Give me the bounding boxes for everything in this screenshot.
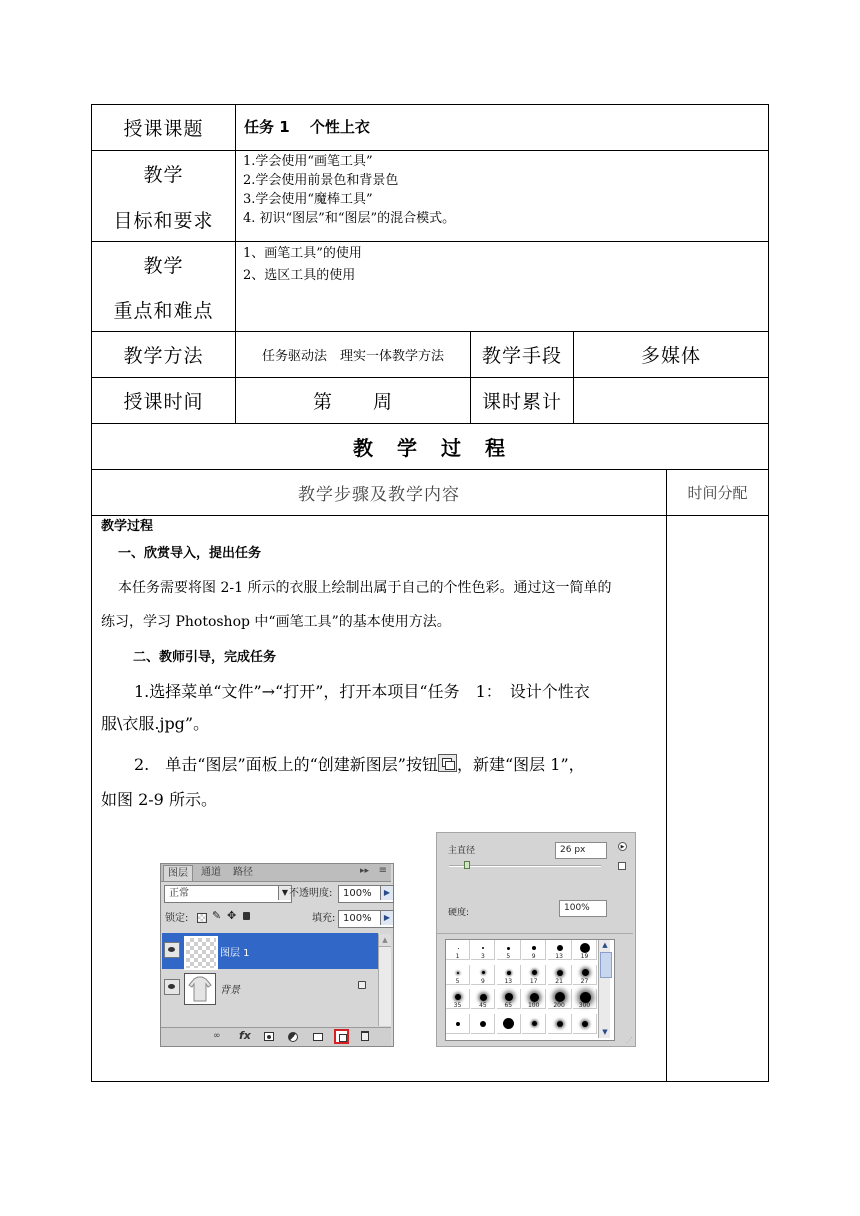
time-value: 第 周 [312, 391, 393, 413]
brush-scrollbar[interactable]: ▲ ▼ [598, 940, 610, 1038]
para1-line2: 练习，学习 Photoshop 中“画笔工具”的基本使用方法。 [101, 614, 451, 630]
diameter-slider[interactable] [449, 865, 601, 867]
means-label: 教学手段 [481, 345, 562, 367]
goal-label-1: 教学 [143, 163, 184, 186]
brush-tip-icon [457, 972, 459, 974]
brush-tip-icon [582, 969, 589, 976]
fill-input[interactable] [338, 910, 394, 928]
section2-heading: 二、教师引导，完成任务 [133, 650, 277, 665]
brush-preset[interactable] [446, 989, 470, 1009]
new-layer-icon [438, 754, 457, 772]
brush-preset[interactable] [573, 989, 597, 1009]
resize-grip-icon[interactable]: ⋰ [626, 1036, 633, 1044]
brush-preset[interactable] [497, 965, 521, 985]
brush-tip-icon [530, 993, 539, 1002]
hardness-input[interactable]: 100% [559, 900, 607, 917]
link-icon[interactable]: ∞ [213, 1031, 221, 1041]
lock-icon [358, 981, 366, 989]
brush-tip-icon [480, 994, 487, 1001]
brush-preset[interactable] [548, 989, 572, 1009]
brush-tip-icon [532, 946, 536, 950]
shirt-thumbnail [184, 973, 216, 1005]
hours-label: 课时累计 [481, 391, 562, 413]
step1-line2: 服\衣服.jpg”。 [101, 714, 210, 733]
eye-icon[interactable] [164, 942, 180, 958]
goal-item: 3.学会使用“魔棒工具” [243, 192, 373, 207]
brush-tip-icon [482, 947, 484, 949]
brush-size-label: 9 [480, 977, 485, 985]
brush-preset[interactable] [497, 1014, 521, 1034]
brush-tip-icon [482, 971, 485, 974]
brush-tip-icon [557, 945, 563, 951]
brush-preset[interactable] [446, 965, 470, 985]
panel-menu-icon[interactable]: ≡ [378, 865, 387, 876]
brush-size-label: 9 [531, 953, 536, 960]
topic-label: 授课课题 [123, 118, 204, 140]
eye-icon[interactable] [164, 979, 180, 995]
layers-footer [161, 1027, 391, 1046]
goals-list [243, 152, 455, 228]
brush-size-label: 35 [453, 1002, 462, 1009]
diameter-input[interactable]: 26 px [555, 842, 607, 859]
brush-size-label: 19 [580, 953, 589, 960]
brush-size-label: 5 [455, 977, 460, 985]
brush-panel [436, 832, 636, 1047]
brush-preset[interactable] [471, 989, 495, 1009]
brush-preset-grid[interactable] [445, 939, 615, 1041]
brush-preset[interactable] [446, 940, 470, 960]
layer-row-layer1[interactable] [162, 933, 378, 969]
brush-tip-icon [503, 1018, 514, 1029]
step2-line2: 如图 2-9 所示。 [101, 790, 217, 809]
topic-value: 任务 1 个性上衣 [244, 118, 370, 136]
goal-item: 4. 初识“图层”和“图层”的混合模式。 [243, 211, 456, 226]
fill-label: 填充: [312, 913, 336, 924]
lock-brush-icon[interactable]: ✎ [212, 909, 222, 922]
brush-tip-icon [505, 993, 513, 1001]
key-label-1: 教学 [143, 254, 184, 277]
brush-tip-icon [455, 994, 461, 1000]
lock-move-icon[interactable]: ✥ [227, 909, 237, 922]
lock-all-icon[interactable] [243, 912, 250, 920]
brush-tip-icon [557, 970, 563, 976]
tab-layers[interactable]: 图层 [163, 865, 193, 881]
brush-tip-icon [582, 1021, 588, 1027]
adjustment-icon[interactable] [288, 1032, 298, 1042]
brush-tip-icon [456, 1022, 460, 1026]
brush-preset[interactable] [573, 940, 597, 960]
layer-thumbnail [184, 936, 218, 970]
fx-icon[interactable]: fx [239, 1029, 251, 1042]
goal-item: 2.学会使用前景色和背景色 [243, 173, 399, 188]
key-item: 2、选区工具的使用 [243, 268, 356, 283]
brush-size-label: 300 [578, 1002, 591, 1009]
brush-size-label: 13 [555, 953, 563, 960]
opacity-input[interactable] [338, 885, 394, 903]
brush-size-label: 45 [479, 1002, 487, 1009]
para1-line1: 本任务需要将图 2-1 所示的衣服上绘制出属于自己的个性色彩。通过这一简单的 [118, 580, 612, 596]
brush-size-label: 5 [506, 953, 511, 960]
brush-preset[interactable] [522, 965, 546, 985]
method-label: 教学方法 [123, 345, 204, 367]
opacity-label: 不透明度: [289, 888, 333, 899]
step2-text-a: 2. 单击“图层”面板上的“创建新图层”按钮 [134, 755, 438, 774]
brush-tip-icon [480, 1021, 486, 1027]
key-item: 1、画笔工具”的使用 [243, 246, 362, 261]
chevron-right-icon: ▶ [380, 911, 393, 925]
means-value: 多媒体 [640, 345, 701, 367]
brush-preset[interactable] [548, 940, 572, 960]
brush-size-label: 65 [504, 1002, 513, 1009]
layers-panel-tabs [161, 864, 391, 882]
brush-preset[interactable] [497, 940, 521, 960]
brush-tip-icon [458, 948, 459, 949]
brush-size-label: 21 [555, 977, 563, 985]
tab-channels[interactable]: 通道 [201, 867, 221, 878]
time-label: 授课时间 [123, 391, 204, 413]
brush-size-label: 13 [504, 977, 513, 985]
brush-size-label: 3 [480, 953, 485, 960]
brush-preset[interactable] [548, 1014, 572, 1034]
brush-preset[interactable] [471, 1014, 495, 1034]
goal-label-2: 目标和要求 [113, 209, 214, 232]
step1-line1: 1.选择菜单“文件”→“打开”，打开本项目“任务 1： 设计个性衣 [134, 682, 590, 701]
method-value: 任务驱动法 理实一体教学方法 [261, 349, 444, 364]
brush-preset[interactable] [471, 940, 495, 960]
brush-tip-icon [580, 943, 590, 953]
key-label-2: 重点和难点 [113, 299, 214, 322]
brush-size-label: 27 [580, 977, 589, 985]
brush-size-label: 1 [455, 953, 460, 960]
lock-transparency-icon[interactable] [197, 913, 207, 923]
brush-tip-icon [507, 971, 511, 975]
step2-text-b: ，新建“图层 1”， [457, 755, 585, 774]
divider [437, 933, 633, 934]
brush-tip-icon [555, 992, 565, 1002]
brush-preset[interactable] [522, 940, 546, 960]
time-alloc-header: 时间分配 [687, 484, 748, 502]
diameter-slider-handle[interactable] [464, 861, 470, 869]
lock-label: 锁定: [165, 913, 189, 924]
brush-preset[interactable] [573, 965, 597, 985]
brush-tip-icon [507, 947, 510, 950]
brush-size-label: 200 [553, 1002, 565, 1009]
brush-tip-icon [580, 992, 591, 1003]
menu-arrow-icon[interactable]: ▶ [618, 842, 627, 851]
brush-preset[interactable] [497, 989, 521, 1009]
step2-line1 [134, 752, 585, 778]
fill-value: 100% [343, 913, 372, 924]
section1-heading: 一、欣赏导入，提出任务 [118, 546, 262, 561]
brush-tip-icon [557, 1021, 563, 1027]
brush-tip-icon [532, 1021, 537, 1026]
new-preset-icon[interactable] [618, 862, 626, 870]
create-new-layer-icon[interactable] [334, 1029, 349, 1044]
chevron-right-icon: ▶ [380, 886, 393, 900]
brush-size-label: 100 [527, 1002, 540, 1009]
brush-preset[interactable] [522, 989, 546, 1009]
layer1-name: 图层 1 [220, 948, 250, 959]
goal-item: 1.学会使用“画笔工具” [243, 154, 373, 169]
chevron-down-icon: ▼ [278, 886, 291, 900]
layer-row-background[interactable] [162, 970, 378, 1006]
layers-scrollbar[interactable]: ▲ [378, 934, 391, 1026]
steps-header: 教学步骤及教学内容 [298, 485, 460, 505]
collapse-icon[interactable]: ▸▸ [359, 866, 369, 876]
background-name: 背景 [220, 985, 240, 996]
keys-list [243, 243, 362, 287]
brush-preset[interactable] [471, 965, 495, 985]
brush-preset[interactable] [548, 965, 572, 985]
brush-preset[interactable] [446, 1014, 470, 1034]
hardness-label: 硬度: [448, 908, 470, 918]
tab-paths[interactable]: 路径 [233, 867, 253, 878]
brush-size-label: 17 [529, 977, 538, 985]
process-title: 教 学 过 程 [353, 436, 507, 460]
blend-mode-select[interactable] [164, 885, 292, 903]
mask-icon[interactable] [264, 1032, 274, 1041]
brush-preset[interactable] [522, 1014, 546, 1034]
layers-panel [160, 863, 394, 1047]
diameter-label: 主直径 [448, 846, 476, 856]
brush-preset[interactable] [573, 1014, 597, 1034]
opacity-value: 100% [343, 888, 372, 899]
trash-icon[interactable] [361, 1031, 369, 1041]
brush-tip-icon [532, 970, 537, 975]
blend-mode-value: 正常 [169, 888, 189, 899]
folder-icon[interactable] [313, 1033, 323, 1041]
process-heading: 教学过程 [101, 519, 154, 534]
